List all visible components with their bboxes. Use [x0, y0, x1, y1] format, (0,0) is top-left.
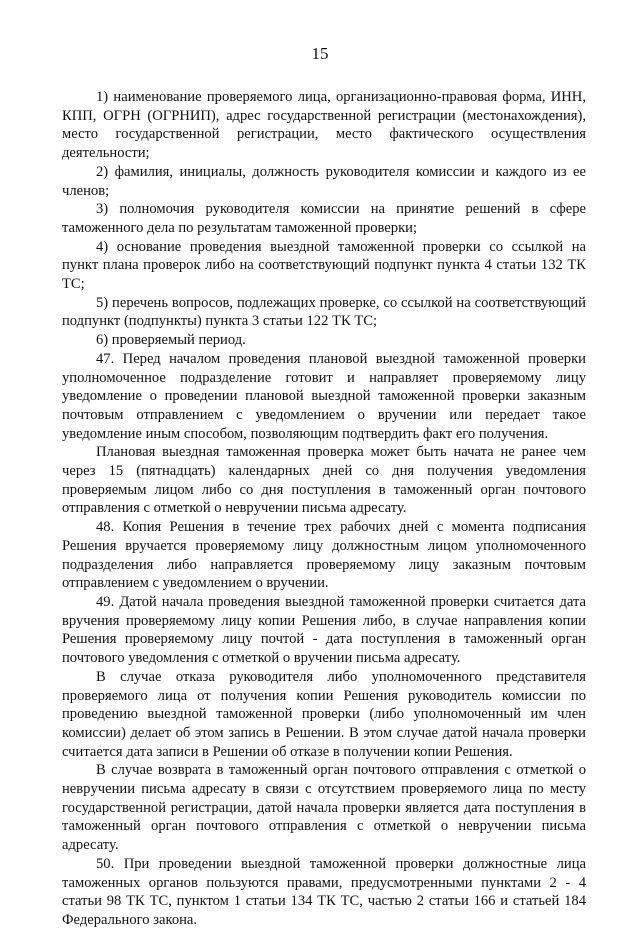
paragraph-item-1: 1) наименование проверяемого лица, организационно-правовая форма, ИНН, КПП, ОГРН (ОГРНИП), адрес государственной регистрации (местонахождения), место государственной регистрации, место фактического осуществления деятельности;: [62, 89, 586, 162]
paragraph-item-6: 6) проверяемый период.: [96, 332, 246, 349]
paragraph-item-4: 4) основание проведения выездной таможенной проверки со ссылкой на пункт плана проверок либо на соответствующий подпункт пункта 4 статьи 132 ТК ТС;: [62, 238, 586, 293]
paragraph-48: 48. Копия Решения в течение трех рабочих дней с момента подписания Решения вручается проверяемому лицу должностным лицом уполномоченного подразделения либо направляется проверяемому лицу заказным почтовым отправлением с уведомлением о вручении.: [62, 519, 586, 592]
paragraph-item-2: 2) фамилия, инициалы, должность руководителя комиссии и каждого из ее членов;: [62, 163, 586, 199]
paragraph-49: 49. Датой начала проведения выездной таможенной проверки считается дата вручения проверяемому лицу копии Решения либо, в случае направления копии Решения проверяемому лицу почтой - дата поступления в таможенный орган почтового уведомления с отметкой о вручении письма адресату.: [62, 593, 586, 667]
paragraph-item-3: 3) полномочия руководителя комиссии на принятие решений в сфере таможенного дела по результатам таможенной проверки;: [62, 201, 586, 236]
paragraph-item-5: 5) перечень вопросов, подлежащих проверке, со ссылкой на соответствующий подпункт (подпункты) пункта 3 статьи 122 ТК ТС;: [62, 294, 586, 330]
paragraph-49-return: В случае возврата в таможенный орган почтового отправления с отметкой о неврyчении письма адресату в связи с отсутствием проверяемого лица по месту государственной регистрации, датой начала проверки является дата поступления в таможенный орган почтового отправления с отметкой о неврyчении письма адресату.: [62, 762, 586, 854]
paragraph-50: 50. При проведении выездной таможенной проверки должностные лица таможенных органов пользуются правами, предусмотренными пунктами 2 - 4 статьи 98 ТК ТС, пунктом 1 статьи 134 ТК ТС, частью 2 статьи 166 и статьей 184 Федерального закона.: [62, 855, 586, 928]
paragraph-47: 47. Перед началом проведения плановой выездной таможенной проверки уполномоченное подразделение готовит и направляет проверяемому лицу уведомление о проведении плановой выездной таможенной проверки заказным почтовым отправлением с уведомлением о вручении или передает такое уведомление иным способом, позволяющим подтвердить факт его получения.: [62, 350, 586, 442]
paragraph-49-refusal: В случае отказа руководителя либо уполномоченного представителя проверяемого лица от получения копии Решения руководитель комиссии по проведению выездной таможенной проверки (либо уполномоченный им член комиссии) делает об этом запись в Решении. В этом случае датой начала проверки считается дата записи в Решении об отказе в получении копии Решения.: [62, 668, 586, 760]
document-body: [62, 88, 586, 930]
page-number: 15: [311, 44, 329, 63]
paragraph-47-scheduled-check: Плановая выездная таможенная проверка может быть начата не ранее чем через 15 (пятнадцать) календарных дней со дня получения уведомления проверяемым лицом либо со дня поступления в таможенный орган почтового отправления с отметкой о неврyчении письма адресату.: [62, 444, 586, 517]
